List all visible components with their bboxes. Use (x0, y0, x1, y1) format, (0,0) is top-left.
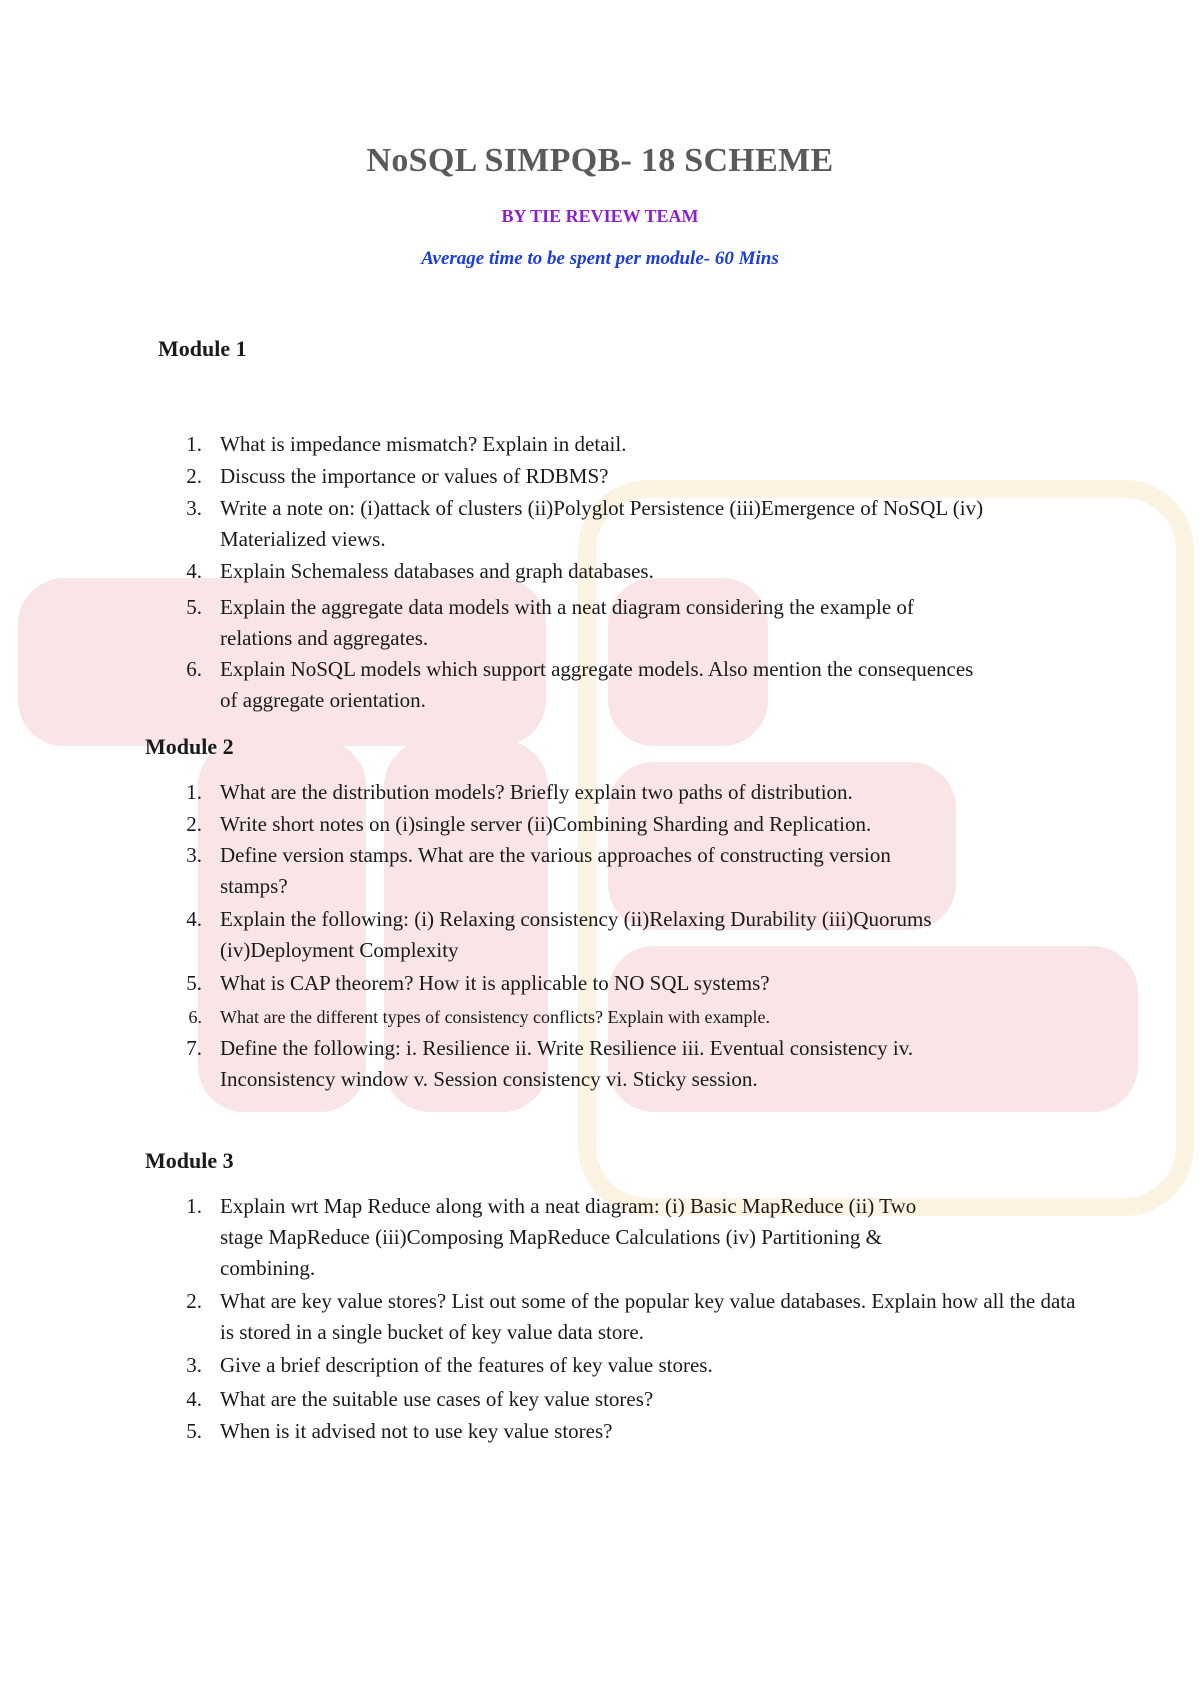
question-text: Give a brief description of the features of key value stores. (220, 1353, 713, 1377)
list-number: 4. (186, 907, 202, 931)
module-heading: Module 3 (145, 1148, 234, 1173)
list-number: 2. (186, 464, 202, 488)
question-text: Write a note on: (i)attack of clusters (ii)Polyglot Persistence (iii)Emergence of NoSQL (iv) Materialized views. (220, 496, 984, 551)
question-text: What are the different types of consistency conflicts? Explain with example. (220, 1007, 770, 1027)
list-number: 1. (186, 780, 202, 804)
document-subtitle: BY TIE REVIEW TEAM (501, 206, 699, 226)
question-text: Explain Schemaless databases and graph databases. (220, 559, 654, 583)
list-number: 3. (186, 843, 202, 867)
list-number: 5. (186, 595, 202, 619)
document-title: NoSQL SIMPQB- 18 SCHEME (366, 142, 834, 179)
list-number: 4. (186, 559, 202, 583)
list-number: 6. (188, 1007, 202, 1027)
list-number: 1. (186, 1194, 202, 1218)
question-text: Explain NoSQL models which support aggregate models. Also mention the consequences of aggregate orientation. (220, 657, 974, 712)
question-text: What is impedance mismatch? Explain in detail. (220, 432, 627, 456)
list-number: 3. (186, 1353, 202, 1377)
list-number: 4. (186, 1387, 202, 1411)
list-number: 5. (186, 971, 202, 995)
question-text: Explain the aggregate data models with a neat diagram considering the example of relations and aggregates. (220, 595, 914, 650)
list-number: 5. (186, 1419, 202, 1443)
question-text: When is it advised not to use key value stores? (220, 1419, 613, 1443)
average-time-note: Average time to be spent per module- 60 Mins (421, 248, 779, 269)
list-number: 2. (186, 1289, 202, 1313)
question-text: What are the distribution models? Briefly explain two paths of distribution. (220, 780, 853, 804)
question-text: What are the suitable use cases of key value stores? (220, 1387, 654, 1411)
question-text: Discuss the importance or values of RDBMS? (220, 464, 609, 488)
list-number: 1. (186, 432, 202, 456)
list-number: 3. (186, 496, 202, 520)
question-text: Explain the following: (i) Relaxing consistency (ii)Relaxing Durability (iii)Quorums (iv)Deployment Complexity (220, 907, 932, 962)
list-number: 7. (186, 1036, 202, 1060)
question-text: Define version stamps. What are the various approaches of constructing version stamps? (220, 843, 891, 898)
question-text: Explain wrt Map Reduce along with a neat diagram: (i) Basic MapReduce (ii) Two stage MapReduce (iii)Composing MapReduce Calculations (iv) Partitioning & combining. (220, 1194, 917, 1280)
module-heading: Module 2 (145, 734, 234, 759)
module-heading: Module 1 (158, 336, 247, 361)
list-number: 2. (186, 812, 202, 836)
list-number: 6. (186, 657, 202, 681)
question-text: What are key value stores? List out some of the popular key value databases. Explain how all the data is stored in a single bucket of key value data store. (220, 1289, 1076, 1344)
question-text: What is CAP theorem? How it is applicable to NO SQL systems? (220, 971, 770, 995)
question-text: Write short notes on (i)single server (ii)Combining Sharding and Replication. (220, 812, 872, 836)
question-text: Define the following: i. Resilience ii. Write Resilience iii. Eventual consistency iv. Inconsistency window v. Session consistency vi. Sticky session. (220, 1036, 914, 1091)
